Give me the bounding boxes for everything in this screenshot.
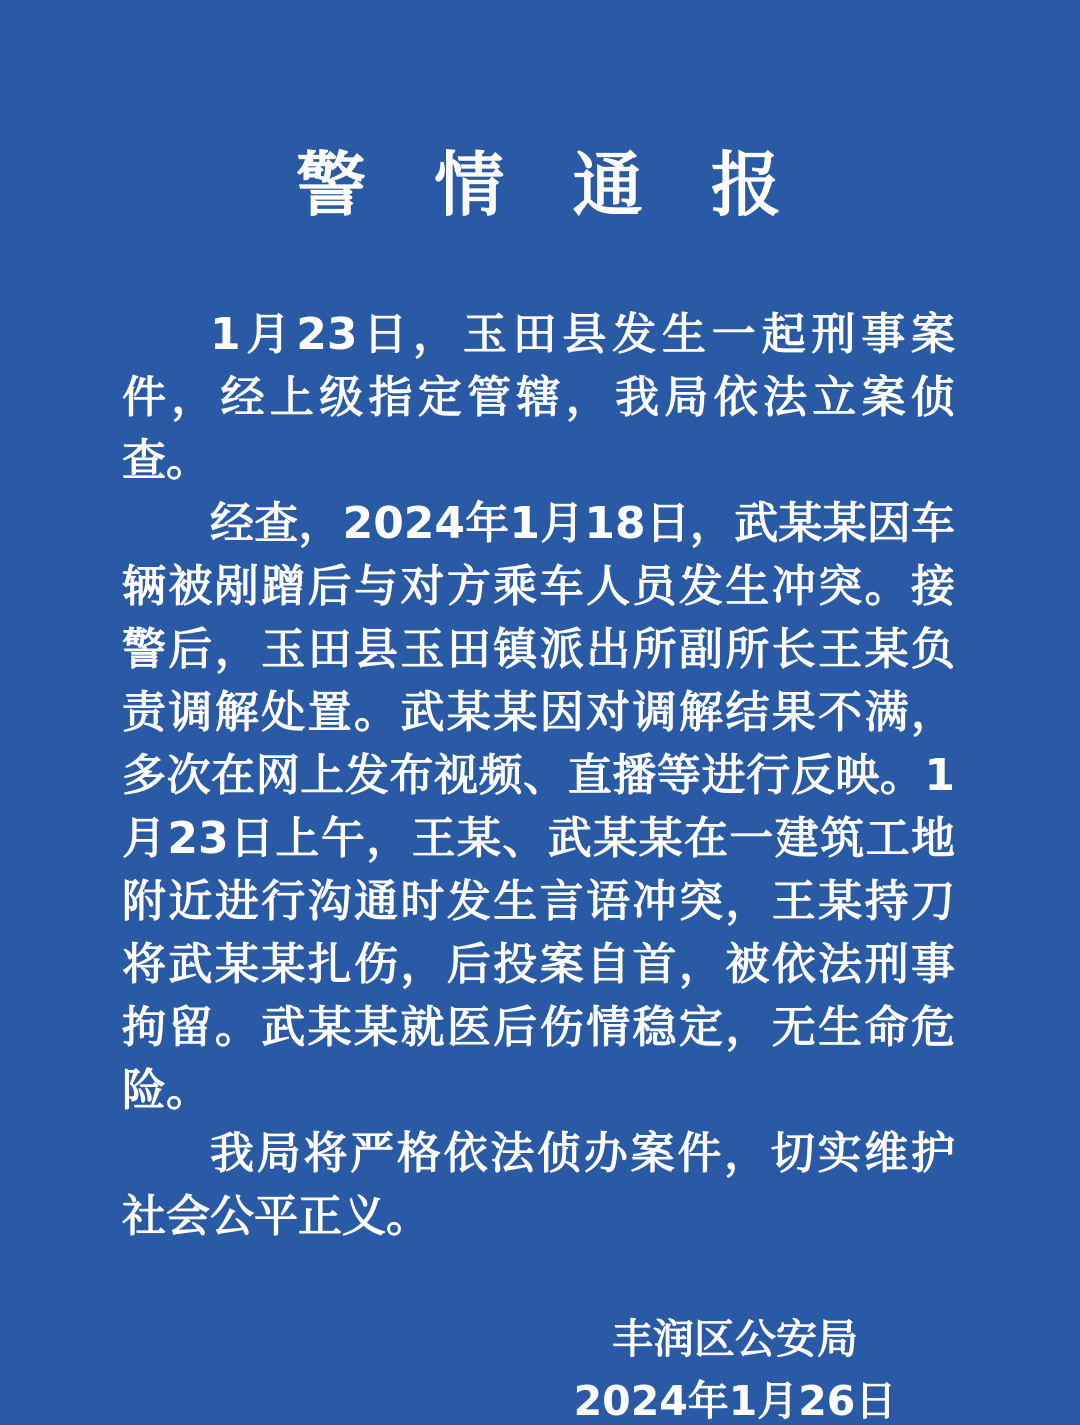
issue-date: 2024年1月26日 <box>573 1377 897 1425</box>
issuing-authority: 丰润区公安局 <box>612 1315 858 1363</box>
notice-body <box>122 303 955 1248</box>
notice-paragraph-3: 我局将严格依法侦办案件，切实维护社会公平正义。 <box>122 1128 955 1242</box>
notice-paragraph-2: 经查，2024年1月18日，武某某因车辆被剐蹭后与对方乘车人员发生冲突。接警后，玉田县玉田镇派出所副所长王某负责调解处置。武某某因对调解结果不满，多次在网上发布视频、直播等进行反映。1月23日上午，王某、武某某在一建筑工地附近进行沟通时发生言语冲突，王某持刀将武某某扎伤，后投案自首，被依法刑事拘留。武某某就医后伤情稳定，无生命危险。 <box>122 498 955 1116</box>
notice-title: 警 情 通 报 <box>295 144 804 226</box>
signature-block <box>570 1308 900 1425</box>
notice-paragraph-1: 1月23日，玉田县发生一起刑事案件，经上级指定管辖，我局依法立案侦查。 <box>122 309 955 486</box>
